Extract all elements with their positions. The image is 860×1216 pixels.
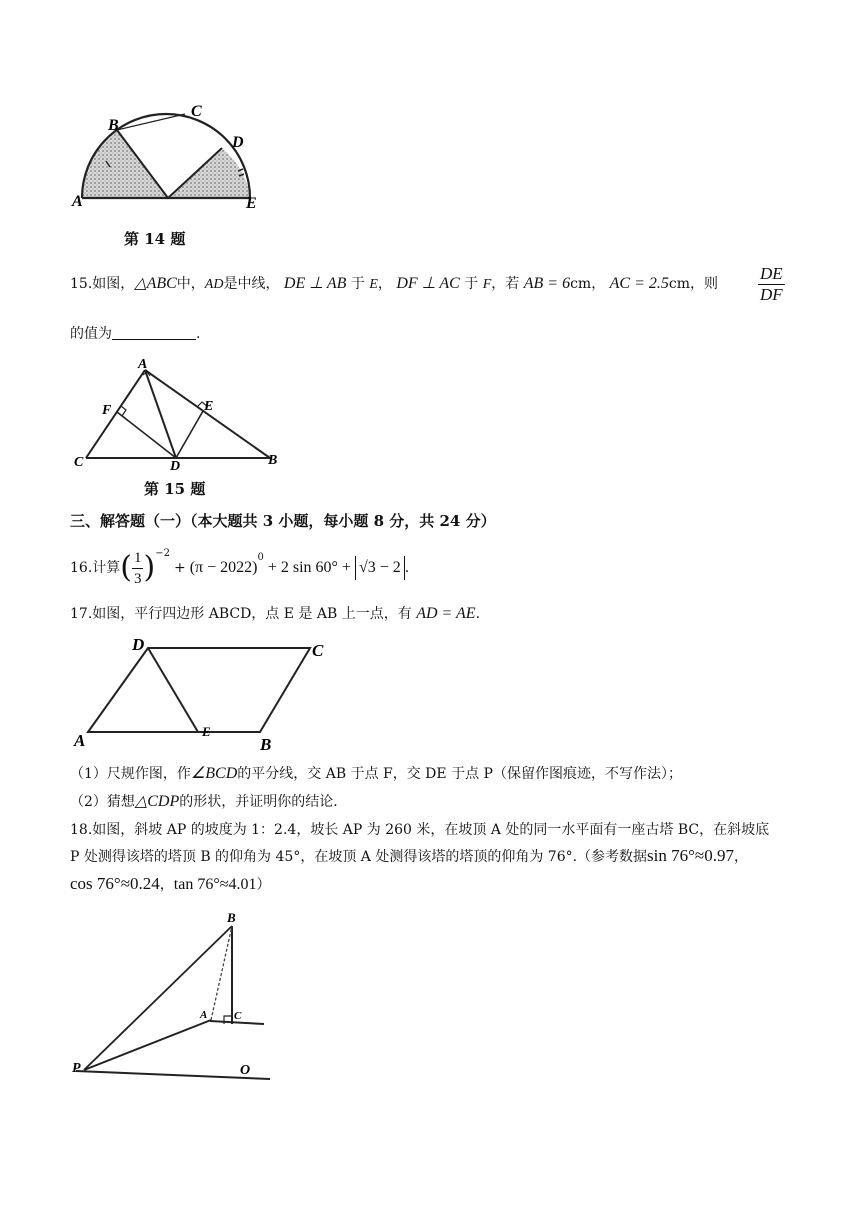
label-C: C bbox=[74, 455, 84, 470]
q16-end: . bbox=[404, 560, 410, 576]
q15-ac-value: AC = 2.5 bbox=[609, 275, 669, 292]
q15-text: 15.如图， bbox=[70, 276, 135, 292]
median-ad bbox=[145, 370, 176, 458]
label-P: P bbox=[72, 1061, 81, 1076]
segment-de bbox=[148, 648, 198, 732]
q16-frac-den: 3 bbox=[133, 570, 142, 587]
question-18-line1: 18.如图，斜坡 AP 的坡度为 1：2.4，坡长 AP 为 260 米，在坡顶 A 处的同一水平面有一座古塔 BC，在斜坡底 bbox=[70, 822, 770, 838]
q18-cos76: cos 76°≈0.24 bbox=[70, 874, 160, 893]
q17-angle: ∠BCD bbox=[190, 765, 238, 782]
q18-text: ， bbox=[159, 877, 174, 893]
q15-unit: cm bbox=[668, 276, 691, 292]
side-ab bbox=[145, 370, 270, 458]
q18-tan76: tan 76°≈4.01 bbox=[173, 876, 257, 893]
q16-exponent: 0 bbox=[257, 552, 264, 563]
label-B: B bbox=[227, 910, 236, 925]
parallelogram-abcd bbox=[88, 648, 310, 732]
answer-blank[interactable] bbox=[112, 325, 196, 340]
q15-text: 于 bbox=[464, 276, 479, 292]
side-ca bbox=[86, 370, 145, 458]
q15-text: ， bbox=[377, 276, 392, 292]
label-D: D bbox=[132, 635, 145, 654]
figure-15-caption: 第 15 题 bbox=[144, 480, 206, 498]
label-B: B bbox=[108, 117, 119, 134]
q15-text: 的值为 bbox=[70, 326, 112, 342]
section-heading: 三、解答题（一）（本大题共 3 小题，每小题 8 分，共 24 分） bbox=[70, 512, 496, 530]
q15-f: F bbox=[482, 277, 492, 292]
label-C: C bbox=[191, 103, 202, 120]
figure-15 bbox=[70, 356, 290, 471]
figure-14 bbox=[70, 98, 270, 218]
q16-abs-value: √3 − 2 bbox=[355, 556, 405, 580]
label-A: A bbox=[74, 731, 86, 750]
q18-text: P 处测得该塔的塔顶 B 的仰角为 45°，在坡顶 A 处测得该塔的塔顶的仰角为 76°.（参考数据 bbox=[70, 849, 648, 865]
q18-text: ） bbox=[256, 877, 271, 893]
label-C: C bbox=[234, 1010, 242, 1022]
question-16 bbox=[70, 548, 409, 588]
q15-unit: cm bbox=[570, 276, 592, 292]
q16-plus: + bbox=[173, 560, 186, 576]
q15-text: ，若 bbox=[491, 276, 520, 292]
question-17 bbox=[70, 604, 480, 624]
q15-frac-den: DF bbox=[760, 285, 783, 304]
q16-paren-term: (π − 2022) bbox=[189, 559, 258, 576]
q18-sin76: sin 76°≈0.97 bbox=[647, 846, 735, 865]
q15-de-perp-ab: DE ⊥ AB bbox=[283, 275, 347, 292]
q15-frac-num: DE bbox=[760, 264, 783, 283]
q17-part2-text: 的形状，并证明你的结论. bbox=[179, 794, 338, 810]
label-B: B bbox=[268, 453, 278, 468]
label-A: A bbox=[72, 193, 83, 210]
q16-rest: + 2 sin 60° + bbox=[267, 559, 351, 576]
slope-pa bbox=[84, 1020, 211, 1070]
label-E: E bbox=[204, 399, 214, 414]
right-angle-f bbox=[121, 406, 126, 416]
q17-part1-text: （1）尺规作图，作 bbox=[70, 766, 191, 782]
question-18-line3 bbox=[70, 874, 271, 895]
q15-text: ，则 bbox=[690, 276, 719, 292]
figure-14-caption: 第 14 题 bbox=[124, 230, 186, 248]
q18-text: ， bbox=[734, 849, 749, 865]
label-C: C bbox=[312, 641, 324, 660]
q15-triangle: △ABC bbox=[134, 275, 177, 292]
q16-prefix: 16.计算 bbox=[70, 560, 121, 576]
q15-ad: AD bbox=[204, 277, 224, 292]
q16-paren-right: ) bbox=[143, 550, 156, 585]
q17-equation: AD = AE bbox=[416, 605, 476, 622]
question-18-line2 bbox=[70, 846, 748, 867]
q17-end: . bbox=[475, 606, 481, 622]
q16-fraction bbox=[132, 548, 144, 589]
q15-text: 中， bbox=[176, 276, 205, 292]
q17-part2-text: （2）猜想 bbox=[70, 794, 135, 810]
q16-frac-num: 1 bbox=[132, 548, 144, 569]
line-ab bbox=[211, 926, 232, 1020]
question-15-line1 bbox=[70, 274, 718, 295]
perp-de bbox=[176, 411, 203, 458]
q16-paren-left: ( bbox=[120, 550, 132, 585]
figure-18 bbox=[70, 908, 290, 1088]
label-F: F bbox=[102, 403, 112, 418]
q15-text: 是中线， bbox=[223, 276, 280, 292]
q16-exponent: −2 bbox=[155, 548, 170, 559]
question-17-part1 bbox=[70, 764, 682, 784]
q15-e: E bbox=[369, 277, 378, 292]
label-E: E bbox=[202, 724, 211, 739]
label-A: A bbox=[138, 357, 148, 372]
figure-17 bbox=[70, 634, 340, 752]
q15-text: ， bbox=[591, 276, 606, 292]
label-D: D bbox=[232, 134, 244, 151]
question-15-line2 bbox=[70, 324, 200, 344]
q15-text: . bbox=[196, 326, 201, 342]
label-B: B bbox=[260, 735, 272, 752]
q15-ab-value: AB = 6 bbox=[523, 275, 571, 292]
label-A: A bbox=[200, 1009, 208, 1021]
q17-text: 17.如图，平行四边形 ABCD，点 E 是 AB 上一点，有 bbox=[70, 606, 412, 622]
q17-triangle: △CDP bbox=[134, 793, 180, 810]
label-O: O bbox=[240, 1063, 251, 1078]
label-E: E bbox=[246, 195, 257, 212]
question-17-part2 bbox=[70, 792, 338, 812]
q15-df-perp-ac: DF ⊥ AC bbox=[396, 275, 460, 292]
label-D: D bbox=[170, 459, 181, 471]
q17-part1-text: 的平分线，交 AB 于点 F，交 DE 于点 P（保留作图痕迹，不写作法）； bbox=[237, 766, 682, 782]
q15-fraction bbox=[758, 264, 785, 305]
q15-text: 于 bbox=[350, 276, 365, 292]
line-pb bbox=[84, 926, 232, 1070]
